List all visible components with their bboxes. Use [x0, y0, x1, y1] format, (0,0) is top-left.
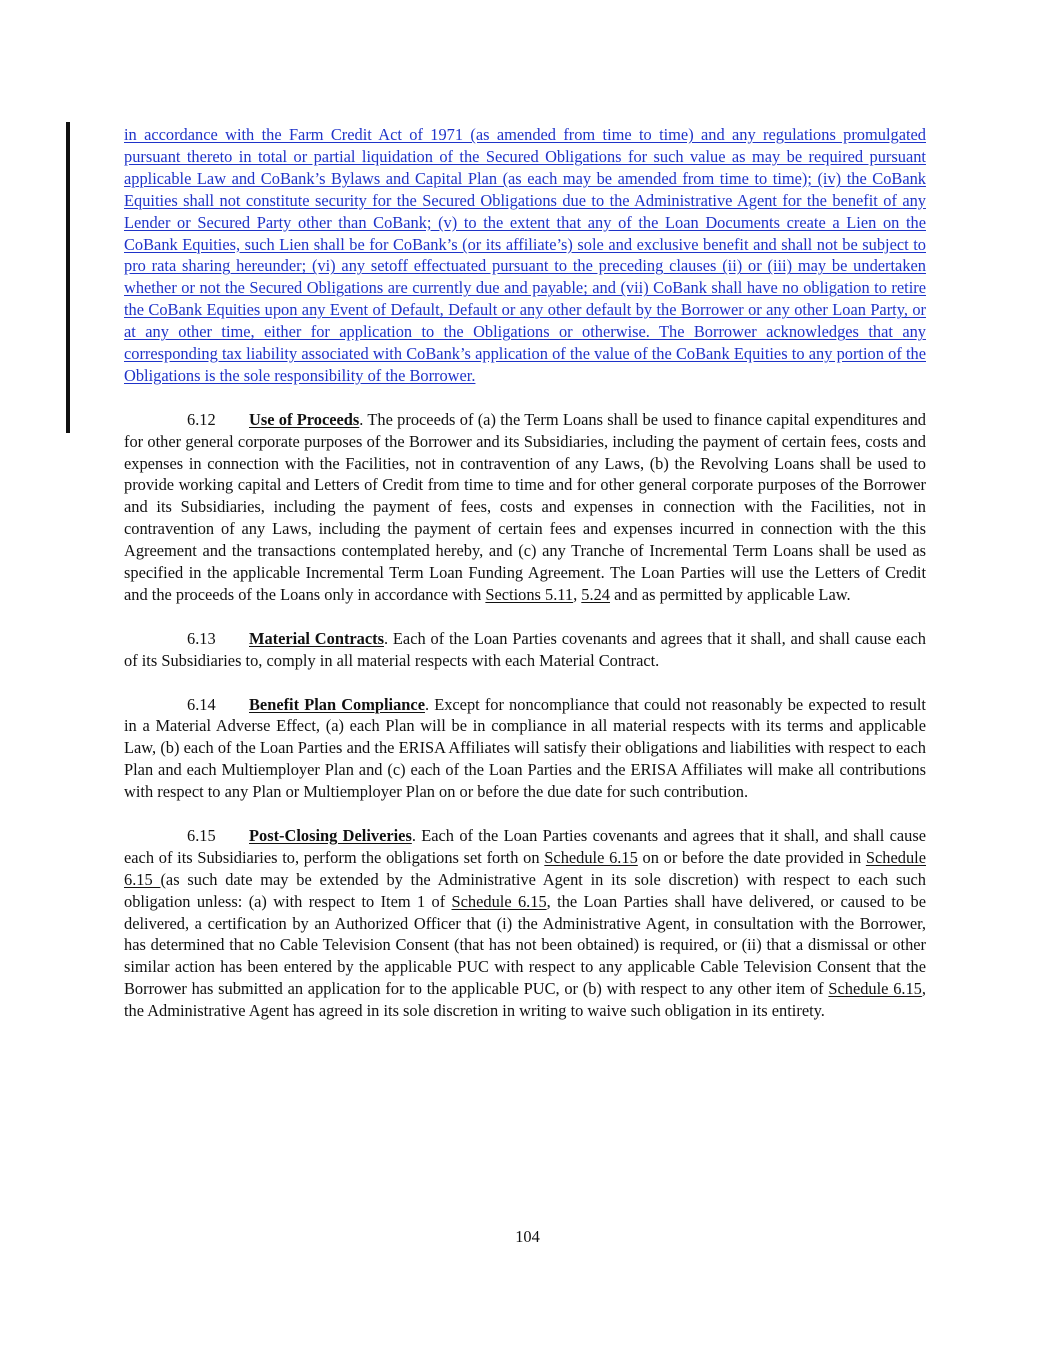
section-heading: Material Contracts: [249, 628, 384, 648]
cross-reference: 5.24: [581, 585, 610, 605]
section-text: . Each of the Loan Parties covenants and agrees that it shall, and shall cause each of its Subsidiaries to, comply in all material respects with each Material Contract.: [124, 628, 926, 670]
section-6-12: [124, 409, 926, 606]
section-text: , the Loan Parties shall have delivered, or caused to be delivered, a certification by an Authorized Officer that (i) the Administrative Agent, in consultation with the Borrower, has determined that no Cable Television Consent (that has not been obtained) is required, or (ii) that a dismissal or other similar action has been entered by the applicable PUC with respect to any applicable Cable Television Consent that the Borrower has submitted an application for to the applicable PUC, or (b) with respect to any other item of: [124, 891, 926, 999]
section-6-13: [124, 628, 926, 672]
section-text: . Except for noncompliance that could not reasonably be expected to result in a Material Adverse Effect, (a) each Plan will be in compliance in all material respects with its terms and applicable Law, (b) each of the Loan Parties and the ERISA Affiliates will satisfy their obligations and liabilities with respect to each Plan and each Multiemployer Plan and (c) each of the Loan Parties and the ERISA Affiliates will make all contributions with respect to any Plan or Multiemployer Plan on or before the due date for such contribution.: [124, 694, 926, 802]
section-6-14: [124, 694, 926, 804]
change-bar: [66, 122, 70, 433]
paragraph-gap: [124, 606, 926, 628]
document-body: [124, 124, 926, 1022]
section-number: 6.12: [187, 409, 216, 429]
cross-reference: Schedule 6.15: [124, 847, 926, 889]
section-text: . Each of the Loan Parties covenants and agrees that it shall, and shall cause each of its Subsidiaries to, perform the obligations set forth on: [124, 825, 926, 867]
cross-reference: Schedule 6.15: [828, 979, 922, 999]
section-6-15: [124, 825, 926, 1022]
section-text: . The proceeds of (a) the Term Loans shall be used to finance capital expenditures and for other general corporate purposes of the Borrower and its Subsidiaries, including the payment of certain fees, costs and expenses in connection with the Facilities, not in contravention of any Laws, (b) the Revolving Loans shall be used to provide working capital and Letters of Credit from time to time and for other general corporate purposes of the Borrower and its Subsidiaries, including the payment of fees, costs and expenses in connection with the Facilities, not in contravention of any Laws, including the payment of certain fees and expenses incurred in connection with the this Agreement and the transactions contemplated hereby, and (c) any Tranche of Incremental Term Loans shall be used as specified in the applicable Incremental Term Loan Funding Agreement. The Loan Parties will use the Letters of Credit and the proceeds of the Loans only in accordance with: [124, 409, 926, 605]
section-text: and as permitted by applicable Law.: [609, 585, 851, 605]
section-number: 6.15: [187, 825, 216, 845]
inserted-clause-text: in accordance with the Farm Credit Act of 1971 (as amended from time to time) and any regulations promulgated pursuant thereto in total or partial liquidation of the Secured Obligations for such value as may be required pursuant applicable Law and CoBank’s Bylaws and Capital Plan (as each may be amended from time to time); (iv) the CoBank Equities shall not constitute security for the Secured Obligations due to the Administrative Agent for the benefit of any Lender or Secured Party other than CoBank; (v) to the extent that any of the Loan Documents create a Lien on the CoBank Equities, such Lien shall be for CoBank’s (or its affiliate’s) sole and exclusive benefit and shall not be subject to pro rata sharing hereunder; (vi) any setoff effectuated pursuant to the preceding clauses (ii) or (iii) may be undertaken whether or not the Secured Obligations are currently due and payable; and (vii) CoBank shall have no obligation to retire the CoBank Equities upon any Event of Default, Default or any other default by the Borrower or any other Loan Party, or at any other time, either for application to the Obligations or otherwise. The Borrower acknowledges that any corresponding tax liability associated with CoBank’s application of the value of the CoBank Equities to any portion of the Obligations is the sole responsibility of the Borrower.: [124, 125, 926, 385]
section-number: 6.14: [187, 694, 216, 714]
cross-reference: Schedule 6.15: [544, 847, 638, 867]
section-heading: Post-Closing Deliveries: [249, 825, 412, 845]
cross-reference: Schedule 6.15: [451, 891, 547, 911]
separator: ,: [573, 585, 582, 605]
section-text: , the Administrative Agent has agreed in its sole discretion in writing to waive such obligation in its entirety.: [124, 979, 926, 1021]
page-number: 104: [515, 1227, 540, 1246]
section-text: (as such date may be extended by the Administrative Agent in its sole discretion) with respect to each such obligation unless: (a) with respect to Item 1 of: [124, 869, 926, 911]
cross-reference: Sections 5.11: [485, 585, 574, 605]
paragraph-gap: [124, 387, 926, 409]
section-number: 6.13: [187, 628, 216, 648]
paragraph-gap: [124, 672, 926, 694]
section-heading: Use of Proceeds: [249, 409, 360, 429]
section-heading: Benefit Plan Compliance: [249, 694, 425, 714]
section-text: on or before the date provided in: [637, 847, 866, 867]
paragraph-gap: [124, 803, 926, 825]
